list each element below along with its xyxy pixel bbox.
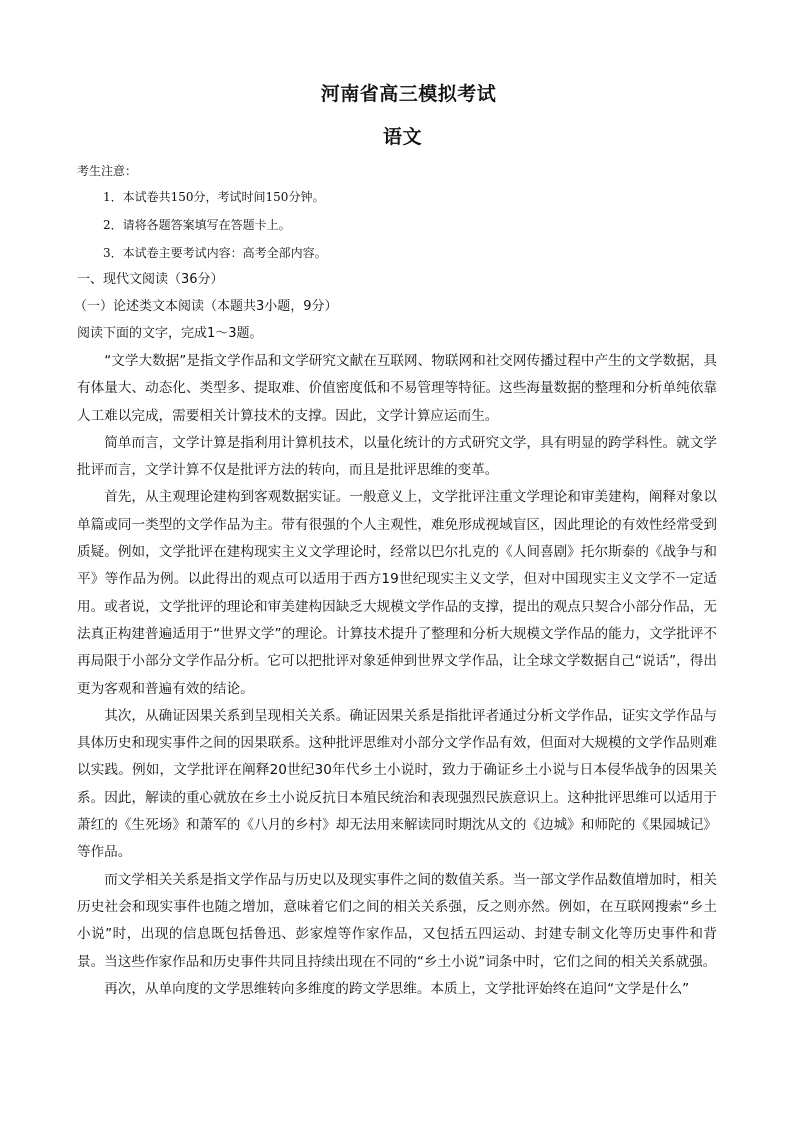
passage-paragraph: 首先，从主观理论建构到客观数据实证。一般意义上，文学批评注重文学理论和审美建构，阐释对象以单篇或同一类型的文学作品为主。带有很强的个人主观性，难免形成视域盲区，因此理论的有效性经常受到质疑。例如，文学批评在建构现实主义文学理论时，经常以巴尔扎克的《人间喜剧》托尔斯泰的《战争与和平》等作品为例。以此得出的观点可以适用于西方19世纪现实主义文学，但对中国现实主义文学不一定适用。或者说，文学批评的理论和审美建构因缺乏大规模文学作品的支撑，提出的观点只契合小部分作品，无法真正构建普遍适用于“世界文学”的理论。计算技术提升了整理和分析大规模文学作品的能力，文学批评不再局限于小部分文学作品分析。它可以把批评对象延伸到世界文学作品，让全球文学数据自己“说话”，得出更为客观和普遍有效的结论。 (77, 489, 717, 697)
passage-body (77, 348, 717, 1003)
notice-item: 1．本试卷共150分，考试时间150分钟。 (103, 190, 325, 204)
reading-instruction: 阅读下面的文字，完成1～3题。 (77, 326, 263, 341)
passage-paragraph: 简单而言，文学计算是指利用计算机技术，以量化统计的方式研究文学，具有明显的跨学科性。就文学批评而言，文学计算不仅是批评方法的转向，而且是批评思维的变革。 (77, 434, 717, 479)
notice-item: 2．请将各题答案填写在答题卡上。 (103, 218, 291, 232)
subsection-heading: （一）论述类文本阅读（本题共3小题，9分） (74, 299, 338, 314)
notice-item: 3．本试卷主要考试内容：高考全部内容。 (103, 246, 327, 260)
passage-paragraph: 而文学相关关系是指文学作品与历史以及现实事件之间的数值关系。当一部文学作品数值增加时，相关历史社会和现实事件也随之增加，意味着它们之间的相关关系强，反之则亦然。例如，在互联网搜索“乡土小说”时，出现的信息既包括鲁迅、彭家煌等作家作品，又包括五四运动、封建专制文化等历史事件和背景。当这些作家作品和历史事件共同且持续出现在不同的“乡土小说”词条中时，它们之间的相关关系就强。 (77, 871, 717, 970)
notice-heading: 考生注意： (77, 164, 138, 178)
exam-subject: 语文 (382, 126, 422, 148)
passage-paragraph: 其次，从确证因果关系到呈现相关关系。确证因果关系是指批评者通过分析文学作品，证实文学作品与具体历史和现实事件之间的因果联系。这种批评思维对小部分文学作品有效，但面对大规模的文学作品则难以实践。例如，文学批评在阐释20世纪30年代乡土小说时，致力于确证乡土小说与日本侵华战争的因果关系。因此，解读的重心就放在乡土小说反抗日本殖民统治和表现强烈民族意识上。这种批评思维可以适用于萧红的《生死场》和萧军的《八月的乡村》却无法用来解读同时期沈从文的《边城》和师陀的《果园城记》等作品。 (77, 707, 717, 861)
passage-paragraph: “文学大数据”是指文学作品和文学研究文献在互联网、物联网和社交网传播过程中产生的文学数据，具有体量大、动态化、类型多、提取难、价值密度低和不易管理等特征。这些海量数据的整理和分析单纯依靠人工难以完成，需要相关计算技术的支撑。因此，文学计算应运而生。 (77, 353, 717, 424)
passage-paragraph: 再次，从单向度的文学思维转向多维度的跨文学思维。本质上，文学批评始终在追问“文学是什么” (104, 980, 690, 997)
section-heading: 一、现代文阅读（36分） (77, 272, 224, 287)
exam-title: 河南省高三模拟考试 (320, 83, 497, 105)
